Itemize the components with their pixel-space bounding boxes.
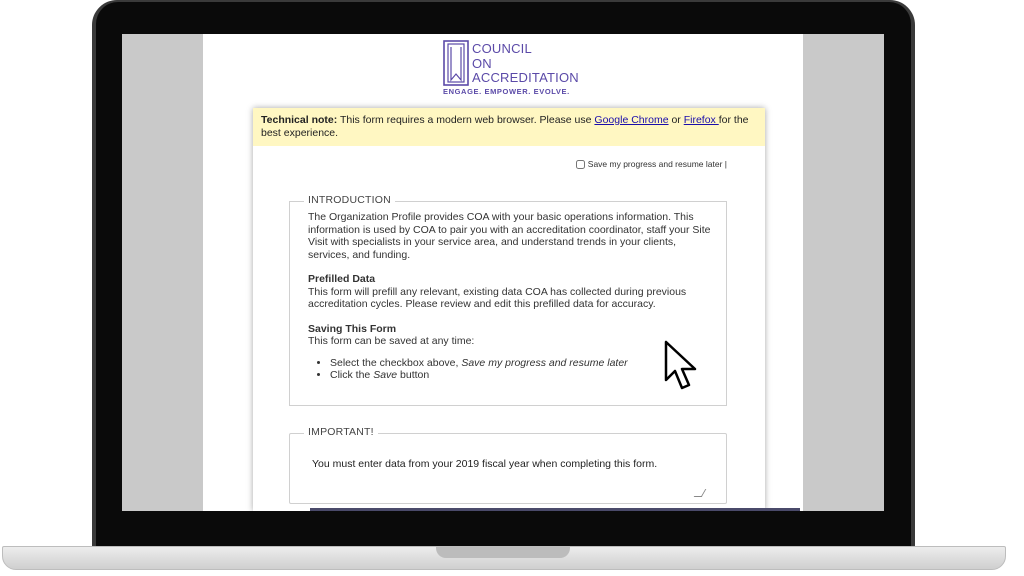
logo-line-1: COUNCIL — [472, 41, 532, 56]
introduction-paragraph: The Organization Profile provides COA with your basic operations information. This information is used by COA to pair you with an accreditation coordinator, staff your Site Visit with specialists in your service area, and understand trends in your clients, services, and funding. — [308, 211, 711, 261]
important-text: You must enter data from your 2019 fiscal year when completing this form. — [312, 458, 658, 470]
logo-line-2: ON — [472, 55, 492, 71]
save-progress-checkbox[interactable] — [576, 160, 585, 169]
logo-tagline: ENGAGE. EMPOWER. EVOLVE. — [443, 87, 570, 96]
save-progress-label: Save my progress and resume later | — [587, 159, 727, 169]
save-progress-option[interactable] — [576, 159, 727, 169]
saving-step-checkbox — [330, 357, 718, 370]
saving-step-1-prefix: Select the checkbox above, — [330, 356, 462, 369]
saving-step-button — [330, 369, 718, 382]
technical-note-end: for the best experience. — [261, 114, 749, 139]
prefilled-data-heading: Prefilled Data — [308, 273, 376, 285]
introduction-body — [308, 211, 718, 382]
logo-wordmark — [472, 42, 592, 86]
saving-form-text: This form can be saved at any time: — [308, 335, 475, 347]
technical-note-or: or — [668, 114, 684, 126]
technical-note-label: Technical note: — [261, 114, 338, 126]
technical-note-text: This form requires a modern web browser. Please use — [337, 114, 595, 126]
introduction-section — [289, 194, 727, 406]
laptop-screen — [122, 34, 884, 511]
screen-bottom-edge — [310, 508, 800, 511]
form-card — [253, 108, 765, 511]
logo-line-3: ACCREDITATION — [472, 70, 579, 85]
form-page — [203, 34, 803, 511]
prefilled-data-text: This form will prefill any relevant, existing data COA has collected during previous accreditation cycles. Please review and edit this prefilled data for accuracy. — [308, 285, 687, 310]
technical-note-banner — [253, 108, 765, 146]
important-section — [289, 426, 727, 504]
resize-grip-icon[interactable] — [694, 489, 707, 497]
saving-form-heading: Saving This Form — [308, 322, 397, 335]
coa-logo-mark-icon — [443, 40, 469, 88]
saving-step-2-prefix: Click the — [330, 369, 374, 381]
introduction-legend: INTRODUCTION — [304, 194, 395, 206]
firefox-link[interactable]: Firefox — [683, 114, 719, 126]
important-legend: IMPORTANT! — [304, 426, 378, 438]
google-chrome-link[interactable]: Google Chrome — [594, 114, 669, 126]
laptop-notch — [436, 546, 570, 558]
saving-step-1-italic: Save my progress and resume later — [461, 356, 628, 369]
saving-steps-list — [308, 357, 718, 382]
saving-step-2-italic: Save — [373, 369, 398, 381]
saving-step-2-suffix: button — [397, 369, 430, 381]
mouse-pointer-icon — [664, 340, 704, 392]
